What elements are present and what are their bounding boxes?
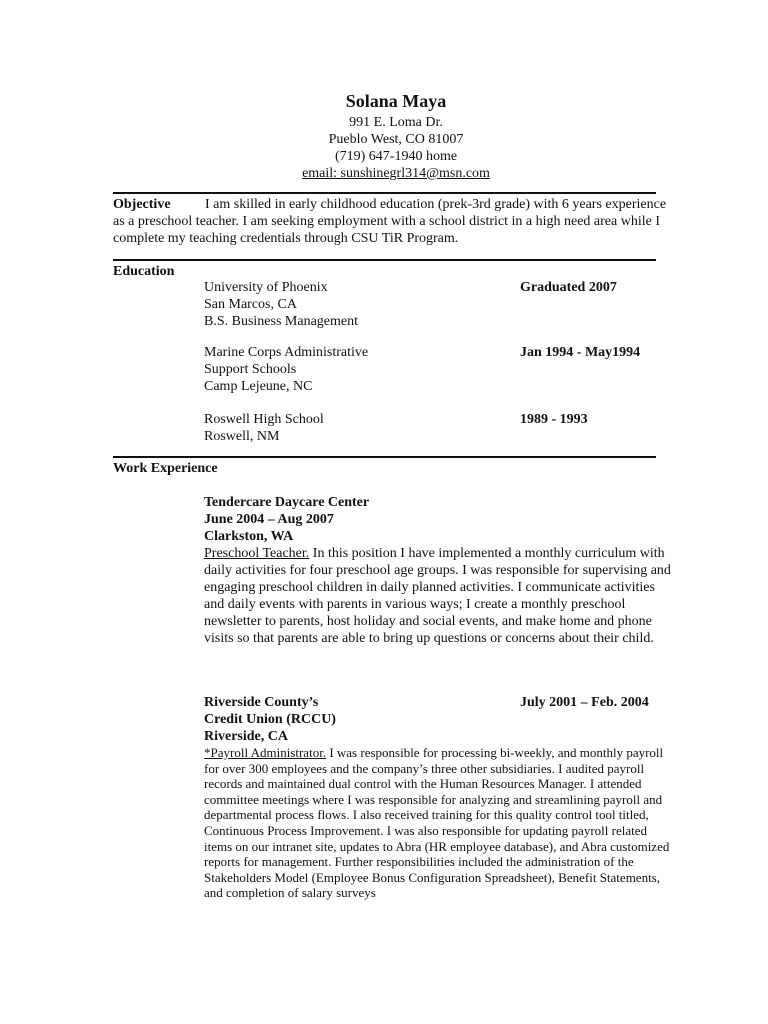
- candidate-name: Solana Maya: [345, 91, 447, 111]
- email-line: [0, 165, 768, 182]
- school-name-cont: Support Schools: [204, 362, 297, 377]
- job-description: [204, 545, 676, 647]
- job-dates: July 2001 – Feb. 2004: [520, 695, 649, 710]
- education-entry: [204, 279, 664, 330]
- school-name: Roswell High School: [204, 412, 324, 427]
- school-name: University of Phoenix: [204, 280, 328, 295]
- objective-section: [113, 196, 673, 247]
- employer-name-cont: Credit Union (RCCU): [204, 712, 336, 727]
- degree: B.S. Business Management: [204, 314, 358, 329]
- divider-education: [113, 259, 656, 261]
- school-location: Roswell, NM: [204, 429, 280, 444]
- education-title: Education: [113, 264, 175, 279]
- job-description: [204, 745, 676, 901]
- job-role: Preschool Teacher.: [204, 546, 310, 561]
- school-location: Camp Lejeune, NC: [204, 379, 313, 394]
- divider-objective: [113, 192, 656, 194]
- employer-name: Tendercare Daycare Center: [204, 495, 370, 510]
- job-location: Clarkston, WA: [204, 529, 294, 544]
- divider-work: [113, 456, 656, 458]
- phone-line: (719) 647-1940 home: [334, 149, 458, 164]
- job-description-text: In this position I have implemented a monthly curriculum with daily activities for four preschool age groups. I was responsible for supervising and engaging preschool children in daily planned activities. I communicate activities and daily events with parents in various ways; I create a monthly preschool newsletter to parents, host holiday and social events, and make home and phone visits so that parents are able to bring up questions or concerns about their child.: [204, 546, 671, 646]
- job-location: Riverside, CA: [204, 729, 288, 744]
- contact-header: [0, 90, 768, 182]
- school-location: San Marcos, CA: [204, 297, 297, 312]
- job-dates: June 2004 – Aug 2007: [204, 512, 334, 527]
- education-date: Graduated 2007: [520, 280, 617, 295]
- objective-text: I am skilled in early childhood education (prek-3rd grade) with 6 years experience as a preschool teacher. I am seeking employment with a school district in a high need area while I complete my teaching credentials through CSU TiR Program.: [113, 197, 667, 246]
- job-role: *Payroll Administrator.: [204, 745, 327, 760]
- address-line-2: Pueblo West, CO 81007: [328, 132, 464, 147]
- education-date: Jan 1994 - May1994: [520, 345, 641, 360]
- school-name: Marine Corps Administrative: [204, 345, 369, 360]
- job-entry: [204, 494, 676, 647]
- email-link[interactable]: email: sunshinegrl314@msn.com: [302, 166, 490, 181]
- job-entry: [204, 694, 676, 901]
- job-description-text: I was responsible for processing bi-weekly, and monthly payroll for over 300 employees and the company’s three other subsidiaries. I audited payroll records and maintained dual control with the Human Resources Manager. I attended committee meetings where I was responsible for analyzing and streamlining payroll and departmental process flows. I also received training for this quality control tool titled, Continuous Process Improvement. I was also responsible for updating payroll related items on our intranet site, updates to Abra (HR employee database), and Abra customized reports for management. Further responsibilities included the administration of the Stakeholders Model (Employee Bonus Configuration Spreadsheet), Benefit Statements, and completion of salary surveys: [204, 745, 670, 901]
- education-date: 1989 - 1993: [520, 412, 588, 427]
- objective-label: Objective: [113, 197, 171, 212]
- work-title: Work Experience: [113, 461, 218, 476]
- education-entry: [204, 344, 664, 395]
- education-entry: [204, 411, 664, 445]
- employer-name: Riverside County’s: [204, 695, 319, 710]
- address-line-1: 991 E. Loma Dr.: [349, 115, 443, 130]
